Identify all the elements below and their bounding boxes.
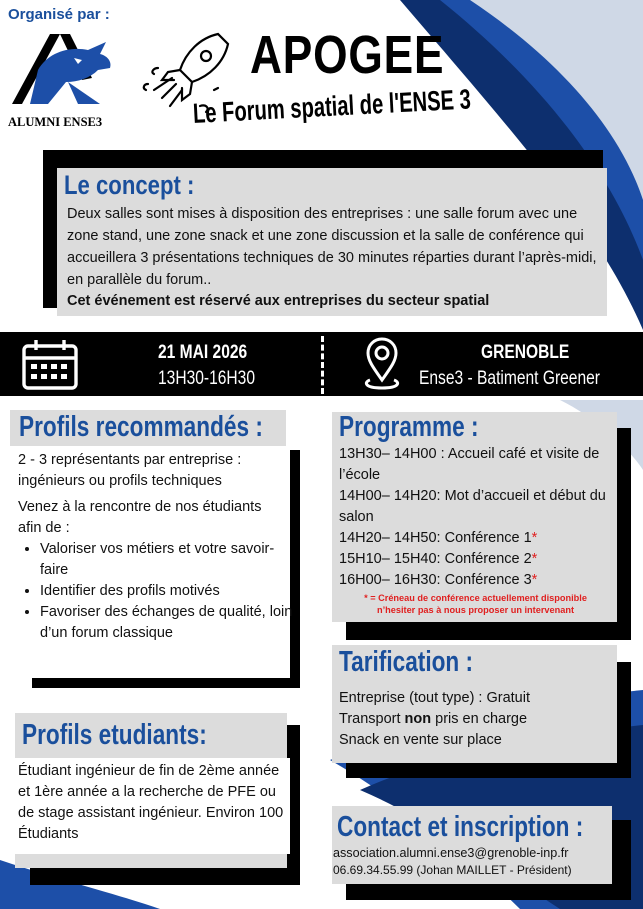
profils-reco-heading: Profils recommandés : — [19, 411, 263, 443]
event-city: GRENOBLE — [481, 342, 570, 363]
programme-item: 16H00– 16H30: Conférence 3* — [339, 572, 538, 588]
concept-heading: Le concept : — [64, 170, 195, 200]
programme-item: 14H20– 14H50: Conférence 1* — [339, 530, 538, 546]
concept-body: Deux salles sont mises à disposition des entreprises : une salle forum avec une zone stand, une zone snack et une zone discussion et la salle de conférence qui accueillera 3 présentations techniques de 30 minutes réparties durant l’après-midi, en parallèle du forum.. — [67, 206, 597, 288]
list-item: • Favoriser des échanges de qualité, loin d’un forum classique — [40, 602, 302, 644]
list-item: • Valoriser vos métiers et votre savoir-faire — [40, 539, 302, 581]
profils-reco-intro: 2 - 3 représentants par entreprise : ingénieurs ou profils techniques — [18, 452, 242, 489]
programme-item: 14H00– 14H20: Mot d’accueil et début du salon — [339, 488, 606, 525]
contact-heading: Contact et inscription : — [337, 811, 584, 843]
profils-reco-lead: Venez à la rencontre de nos étudiants afin de : — [18, 499, 262, 536]
concept-note: Cet événement est réservé aux entreprises du secteur spatial — [67, 293, 490, 309]
programme-heading: Programme : — [339, 411, 479, 443]
programme-list — [339, 444, 609, 591]
info-divider — [321, 336, 324, 394]
contact-email[interactable]: association.alumni.ense3@grenoble-inp.fr — [333, 846, 569, 860]
page-subtitle: Le Forum spatial de l'ENSE 3 — [192, 83, 472, 129]
event-date: 21 MAI 2026 — [158, 342, 248, 363]
profils-etu-body: Étudiant ingénieur de fin de 2ème année et 1ère année a la recherche de PFE ou de stage assistant ingénieur. Environ 100 Étudiants — [18, 763, 284, 842]
location-pin-icon — [360, 336, 404, 392]
programme-footnote: * = Créneau de conférence actuellement disponible n’hesiter pas à nous proposer un intervenant — [364, 593, 587, 615]
programme-item: 15H10– 15H40: Conférence 2* — [339, 551, 538, 567]
tarif-heading: Tarification : — [339, 646, 474, 678]
alumni-logo — [8, 28, 118, 128]
alumni-wolf-icon — [8, 28, 118, 110]
profils-reco-list — [18, 539, 302, 644]
event-place: Ense3 - Batiment Greener — [419, 368, 600, 389]
profils-etu-heading: Profils etudiants: — [22, 719, 207, 751]
organized-by-label: Organisé par : — [8, 6, 110, 23]
programme-item: 13H30– 14H00 : Accueil café et visite de l’école — [339, 446, 600, 483]
event-time: 13H30-16H30 — [158, 368, 256, 389]
calendar-icon — [20, 338, 80, 392]
list-item: • Identifier des profils motivés — [40, 581, 302, 602]
page-title: APOGEE — [250, 25, 445, 85]
contact-phone[interactable]: 06.69.34.55.99 (Johan MAILLET - Président) — [333, 863, 572, 877]
tarif-body: Entreprise (tout type) : Gratuit Transport non pris en charge Snack en vente sur place — [339, 690, 530, 748]
logo-text: ALUMNI ENSE3 — [8, 115, 103, 129]
